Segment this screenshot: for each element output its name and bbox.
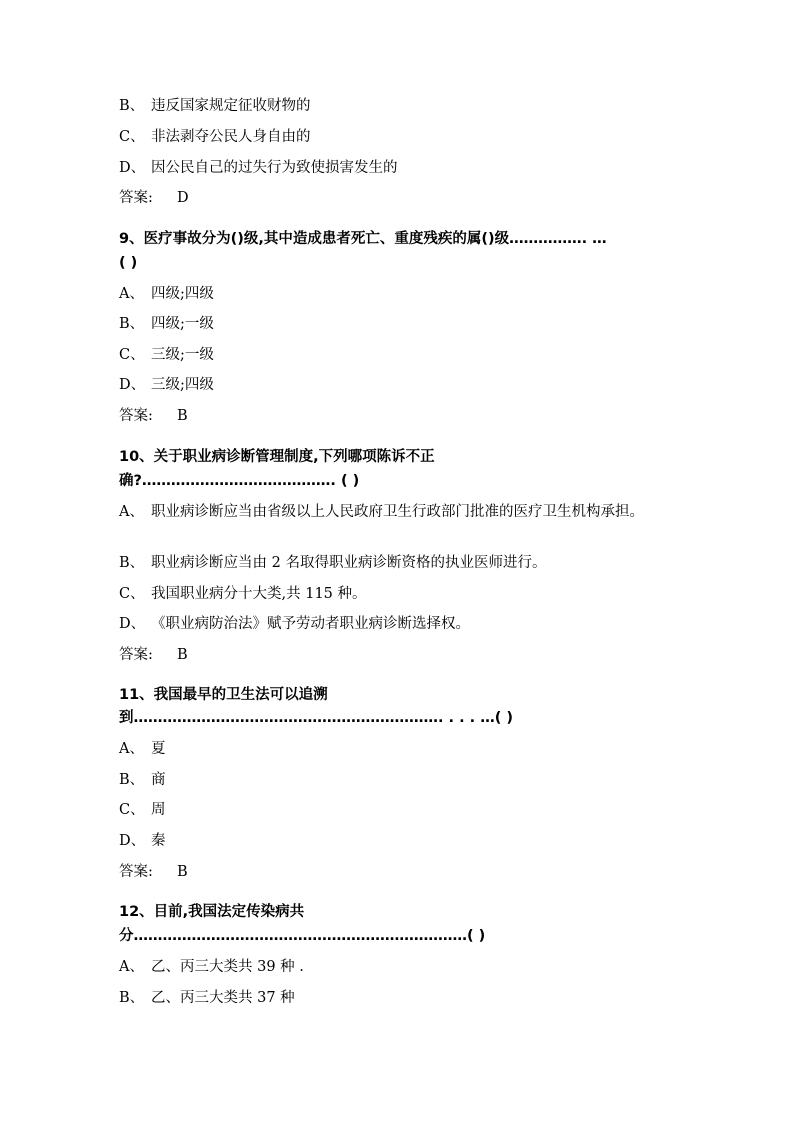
option-letter: A、	[119, 504, 144, 520]
option-a	[119, 957, 304, 977]
option-letter: A、	[119, 286, 144, 302]
option-letter: C、	[119, 586, 145, 602]
option-letter: B、	[119, 555, 145, 571]
option-a	[119, 284, 214, 304]
answer-value: B	[177, 408, 188, 424]
option-letter: B、	[119, 98, 145, 114]
option-letter: D、	[119, 616, 146, 632]
question-12-line-2: 分……………………………………………………………( )	[119, 928, 486, 944]
option-letter: A、	[119, 959, 144, 975]
option-b	[119, 988, 295, 1008]
answer-line	[119, 862, 188, 882]
option-text: 违反国家规定征收财物的	[151, 98, 311, 114]
option-d	[119, 831, 166, 851]
answer-value: B	[177, 864, 188, 880]
option-text: 秦	[151, 833, 166, 849]
option-b	[119, 96, 311, 116]
answer-line	[119, 645, 188, 665]
answer-label: 答案:	[119, 864, 153, 880]
option-b	[119, 770, 166, 790]
option-text: 夏	[151, 741, 166, 757]
option-text: 因公民自己的过失行为致使损害发生的	[151, 160, 398, 176]
answer-line	[119, 188, 189, 208]
option-text: 《职业病防治法》赋予劳动者职业病诊断选择权。	[151, 616, 470, 632]
option-letter: A、	[119, 741, 144, 757]
option-text: 我国职业病分十大类,共 115 种。	[151, 586, 367, 602]
answer-label: 答案:	[119, 190, 153, 206]
option-letter: B、	[119, 316, 145, 332]
option-text: 四级;四级	[151, 286, 214, 302]
option-letter: C、	[119, 347, 145, 363]
option-text: 职业病诊断应当由 2 名取得职业病诊断资格的执业医师进行。	[151, 555, 547, 571]
answer-value: D	[177, 190, 189, 206]
question-9-line-1: 9、医疗事故分为()级,其中造成患者死亡、重度残疾的属()级……………. …	[119, 231, 607, 247]
option-text: 四级;一级	[151, 316, 214, 332]
option-letter: D、	[119, 160, 146, 176]
question-9-line-2: ( )	[119, 255, 138, 271]
option-c	[119, 584, 367, 604]
option-text: 乙、丙三大类共 37 种	[151, 990, 295, 1006]
option-text: 三级;一级	[151, 347, 214, 363]
option-letter: C、	[119, 802, 145, 818]
option-text: 三级;四级	[151, 377, 214, 393]
option-d	[119, 158, 398, 178]
option-a	[119, 502, 664, 522]
option-letter: D、	[119, 833, 146, 849]
answer-label: 答案:	[119, 408, 153, 424]
answer-label: 答案:	[119, 647, 153, 663]
question-11-line-1: 11、我国最早的卫生法可以追溯	[119, 687, 328, 703]
option-text: 乙、丙三大类共 39 种 .	[151, 959, 304, 975]
option-text: 周	[151, 802, 166, 818]
option-letter: B、	[119, 772, 145, 788]
option-b	[119, 314, 214, 334]
option-letter: B、	[119, 990, 145, 1006]
option-letter: C、	[119, 129, 145, 145]
option-b	[119, 553, 546, 573]
option-d	[119, 614, 470, 634]
answer-line	[119, 406, 188, 426]
option-text: 职业病诊断应当由省级以上人民政府卫生行政部门批准的医疗卫生机构承担。	[151, 504, 644, 520]
question-12-line-1: 12、目前,我国法定传染病共	[119, 904, 305, 920]
question-10-line-2: 确?…………………………………. ( )	[119, 473, 360, 489]
option-text: 非法剥夺公民人身自由的	[151, 129, 311, 145]
option-c	[119, 800, 166, 820]
option-a	[119, 739, 166, 759]
option-c	[119, 127, 311, 147]
option-letter: D、	[119, 377, 146, 393]
option-d	[119, 375, 214, 395]
answer-value: B	[177, 647, 188, 663]
option-text: 商	[151, 772, 166, 788]
question-10-line-1: 10、关于职业病诊断管理制度,下列哪项陈诉不正	[119, 449, 435, 465]
option-c	[119, 345, 214, 365]
question-11-line-2: 到………………………………………………………. . . . …( )	[119, 710, 514, 726]
